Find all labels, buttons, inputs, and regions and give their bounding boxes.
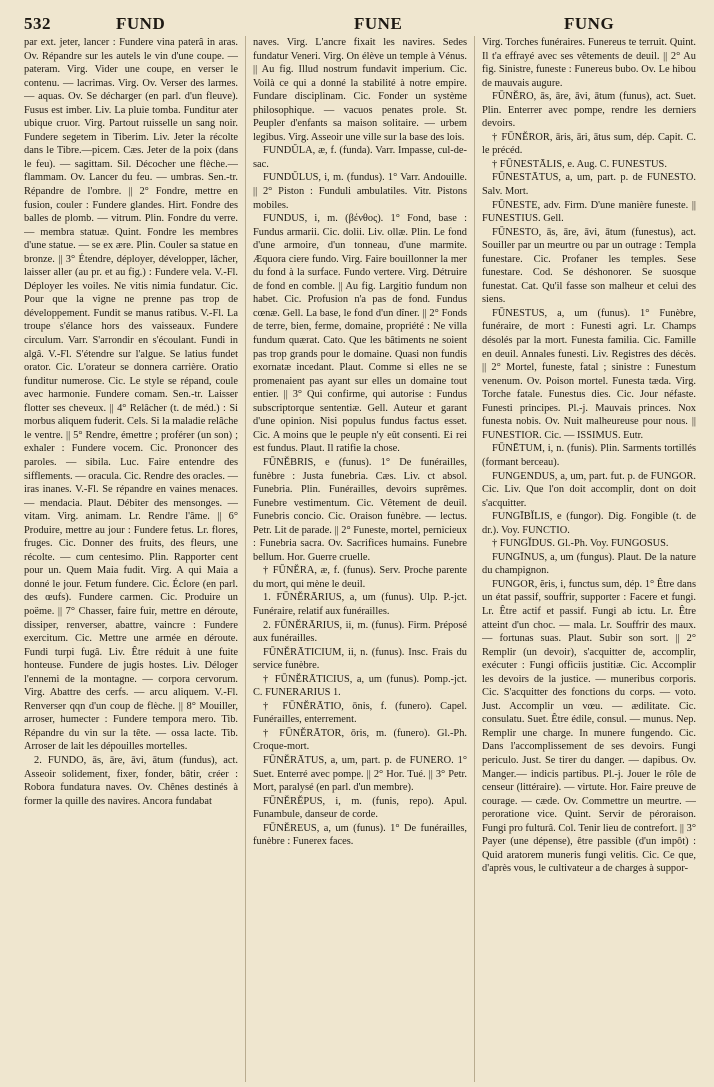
- entry-text: FUNGĪBĬLIS, e (fungor). Dig. Fongible (t. de dr.). Voy. FUNCTIO.: [482, 511, 696, 536]
- running-header: [24, 10, 696, 36]
- entry-text: 2. FUNDO, ās, āre, āvi, ātum (fundus), act. Asseoir solidement, fixer, fonder, bâtir, créer : Robora fundatura naves. Ov. Chênes destinés à former la quille des navires. Ancora fundabat: [24, 754, 238, 807]
- entry-text: † FŪNĔROR, āris, āri, ātus sum, dép. Capit. C. le précéd.: [482, 131, 696, 157]
- guide-word-center: FUNE: [354, 14, 403, 33]
- entry-text: FŪNĒTUM, i, n. (funis). Plin. Sarments tortillés (formant berceau).: [482, 443, 696, 468]
- guide-word-left: FUND: [116, 14, 166, 33]
- entry-text: 2. FŪNĔRĀRIUS, ii, m. (funus). Firm. Préposé aux funérailles.: [253, 619, 467, 645]
- entry-text: † FŪNĔRĀTIO, ōnis, f. (funero). Capel. Funérailles, enterrement.: [253, 700, 467, 726]
- column-middle: [253, 36, 467, 1082]
- entry-text: FUNGENDUS, a, um, part. fut. p. de FUNGOR. Cic. Liv. Que l'on doit accomplir, dont on doit s'acquitter.: [482, 470, 696, 509]
- entry-text: FUNGOR, ĕris, i, functus sum, dép. 1° Être dans un état passif, souffrir, supporter : Facere et fungi. Lr. Être actif et passif. Fungi ab ictu. Lr. Être atteint d'un choc. — mala. Lr. Souffrir des maux. — fortunas suas. Plaut. Subir son sort. || 2° Remplir (un devoir), s'acquitter de, accomplir, exécuter : Fungi officiis justitiæ. Cic. Accomplir les devoirs de la justice. — muneribus corporis. Cic. S'acquitter des fonctions du corps. — voto. Just. Accomplir un vœu. — ædilitate. Cic. consulatu. Suet. Être édile, consul. — munus. Nep. Remplir une charge. In munere fungendo. Cic. Dans l'accomplissement de ses devoirs. Fungi periculo. Just. Se tirer du danger. — dapibus. Ov. Manger.— indicis partibus. Pl.-j. Jouer le rôle de censeur (littéraire). — virtute. Hor. Faire preuve de courage. — cæde. Ov. Commettre un meurtre. — peroratione vice. Quint. Servir de péroraison. Fungi pro fulturâ. Col. Tenir lieu de contrefort. || 3° Payer (une dépense), être passible (d'un impôt) : Quid aratorem muneris fungi velitis. Cic. Ce que, d'après vous, le cultivateur a de charges à suppor-: [482, 578, 696, 875]
- entry-text: FŪNĔRĔPUS, i, m. (funis, repo). Apul. Funambule, danseur de corde.: [253, 795, 467, 821]
- entry-text: FŪNĔRĀTICIUM, ii, n. (funus). Insc. Frais du service funèbre.: [253, 646, 467, 672]
- entry-text: FUNDŬLA, æ, f. (funda). Varr. Impasse, cul-de-sac.: [253, 145, 467, 170]
- entry-text: Virg. Torches funéraires. Funereus te terruit. Quint. Il t'a effrayé avec ses vêtements de deuil. || 2° Au fig. Sinistre, funeste : Funereus bubo. Ov. Le hibou de mauvais augure.: [482, 37, 696, 89]
- entry-text: FŪNESTUS, a, um (funus). 1° Funèbre, funéraire, de mort : Funesti agri. Lr. Champs désolés par la mort. Funesta familia. Cic. Famille en deuil. Annales funesti. Liv. Registres des décès. || 2° Mortel, funeste, fatal ; sinistre : Funestum venenum. Ov. Poison mortel. Funesta tæda. Virg. Torche fatale. Funestus dies. Cic. Jour néfaste. Funesti principes. Pl.-j. Mauvais princes. Nox funesta nobis. Ov. Nuit malheureuse pour nous. || FUNESTIOR. Cic. — ISSIMUS. Eutr.: [482, 307, 696, 441]
- entry-text: FŪNESTE, adv. Firm. D'une manière funeste. || FUNESTIUS. Gell.: [482, 199, 696, 225]
- entry-text: FŪNĔBRIS, e (funus). 1° De funérailles, funèbre : Justa funebria. Cæs. Liv. ct absol. Funebria. Plin. Funérailles, devoirs suprêmes. Funebre vestimentum. Cic. Vêtement de deuil. Funebris concio. Cic. Oraison funèbre. — lectus. Petr. Lit de parade. || 2° Funeste, mortel, pernicieux : Funebria sacra. Ov. Sacrifices humains. Funebre bellum. Hor. Guerre cruelle.: [253, 456, 467, 563]
- entry-text: † FUNGĬDUS. Gl.-Ph. Voy. FUNGOSUS.: [492, 538, 669, 550]
- page-number: 532: [24, 14, 51, 33]
- entry-text: 1. FŪNĔRĀRIUS, a, um (funus). Ulp. P.-jct. Funéraire, relatif aux funérailles.: [253, 592, 467, 617]
- entry-text: † FŪNĔRA, æ, f. (funus). Serv. Proche parente du mort, qui mène le deuil.: [253, 565, 467, 590]
- column-right: [482, 36, 696, 1082]
- entry-text: FUNGĪNUS, a, um (fungus). Plaut. De la nature du champignon.: [482, 551, 696, 577]
- entry-text: † FŪNESTĀLIS, e. Aug. C. FUNESTUS.: [492, 158, 667, 170]
- entry-text: FŪNĔRO, ās, āre, āvi, ātum (funus), act. Suet. Plin. Enterrer avec pompe, rendre les derniers devoirs.: [482, 91, 696, 130]
- entry-text: FŪNĔREUS, a, um (funus). 1° De funérailles, funèbre : Funerex faces.: [253, 822, 467, 848]
- guide-word-right: FUNG: [564, 14, 615, 33]
- column-rule: [474, 36, 475, 1082]
- entry-text: FŪNĔRĀTUS, a, um, part. p. de FUNERO. 1° Suet. Enterré avec pompe. || 2° Hor. Tué. || 3° Petr. Mort, paralysé (en parl. d'un membre).: [253, 754, 467, 794]
- entry-text: † FŪNĔRĀTOR, ōris, m. (funero). Gl.-Ph. Croque-mort.: [253, 727, 467, 753]
- text-columns: [24, 36, 696, 1082]
- entry-text: naves. Virg. L'ancre fixait les navires. Sedes fundatur Veneri. Virg. On élève un temple à Vénus. || Au fig. Illud nostrum fundavit imperium. Cic. Voilà ce qui a donné la stabilité à notre empire. Fundare disciplinam. Cic. Fonder un système philosophique. — vacuos penates prole. St. Peupler d'enfants sa maison solitaire. — urbem legibus. Virg. Asseoir une ville sur la base des lois.: [253, 37, 467, 143]
- column-rule: [245, 36, 246, 1082]
- entry-text: FUNDŬLUS, i, m. (fundus). 1° Varr. Andouille. || 2° Piston : Funduli ambulatiles. Vitr. Pistons mobiles.: [253, 172, 467, 211]
- entry-text: FUNDUS, i, m. (βένθος). 1° Fond, base : Fundus armarii. Cic. dolii. Liv. ollæ. Plin. Le fond d'une armoire, d'un tonneau, d'une marmite. Æquora ciere fundo. Virg. Faire bouillonner la mer du fond à la surface. Fundo vertere. Virg. Détruire de fond en comble. || Au fig. Largitio fundum non habet. Cic. Profusion n'a pas de fond. Fundus cœnæ. Gell. La base, le fond d'un dîner. || 2° Fonds de terre, bien, ferme, domaine, propriété : Ne villa fundum quærat. Cato. Que les bâtiments ne soient pas trop grands pour le domaine. Quasi non fundis exornatæ incedant. Plaut. Comme si elles ne se promenaient pas ayant sur elles un domaine tout entier. || 3° Qui confirme, qui autorise : Fundus subscriptorque sententiæ. Gell. Auteur et garant d'une opinion. Nisi populus fundus factus esset. Cic. A moins que le peuple n'y eût consenti. Ei rei est fundus. Plaut. Il ratifie la chose.: [253, 213, 467, 455]
- entry-text: FŪNESTĀTUS, a, um, part. p. de FUNESTO. Salv. Mort.: [482, 172, 696, 198]
- column-left: [24, 36, 238, 1082]
- entry-text: † FŪNĔRĀTICIUS, a, um (funus). Pomp.-jct. C. FUNERARIUS 1.: [253, 673, 467, 699]
- entry-text: FŪNESTO, ās, āre, āvi, ātum (funestus), act. Souiller par un meurtre ou par un outrage : Templa funestare. Cic. Profaner les temples. Sese funestare. Cod. Se déshonorer. Se suosque funestat. Cat. Qu'il fasse son malheur et celui des siens.: [482, 226, 696, 306]
- entry-text: par ext. jeter, lancer : Fundere vina paterâ in aras. Ov. Répandre sur les autels le vin d'une coupe. — pateram. Virg. Vider une coupe, en verser le contenu. — lacrimas. Virg. Ov. Verser des larmes. — aquas. Ov. Se décharger (en parl. d'un fleuve). Fusus est imber. Liv. La pluie tomba. Funditur ater ubique cruor. Virg. Partout ruisselle un sang noir. Fundere segetem in Tiberim. Liv. Jeter la récolte dans le Tibre.—picem. Cæs. Jeter de la poix (dans le feu). — sagittam. Sil. Décocher une flèche.— flammam. Ov. Lancer du feu. — umbras. Sen.-tr. Répandre de l'ombre. || 2° Fondre, mettre en fusion, couler : Fundere glandes. Hirt. Fondre des balles de plomb. — vitrum. Plin. Fondre du verre. — membra statuæ. Quint. Fondre les membres d'une statue. — se ex ære. Plin. Couler sa statue en bronze. || 3° Étendre, déployer, développer, lâcher, laisser aller (au pr. et au fig.) : Fundere vela. V.-Fl. Déployer les voiles. Ne vitis nimia fundatur. Cic. Pour que la vigne ne prenne pas trop de développement. Fundit se manus ratibus. V.-Fl. La troupe s'élance hors des vaisseaux. Fundere circulum. Varr. S'arrondir en s'écoulant. Fundi in algâ. V.-Fl. S'étendre sur l'algue. Se latius fundet orator. Cic. L'orateur se donnera carrière. Oratio funditur numerose. Cic. Le style se répand, coule avec harmonie. Fundere comam. Sen.-tr. Laisser flotter ses cheveux. || 4° Relâcher (t. de méd.) : Si morbus aliquem fuderit. Cels. Si la maladie relâche le ventre. || 5° Rendre, émettre ; proférer (un son) ; exhaler : Fundere vocem. Cic. Prononcer des paroles. — sibila. Luc. Faire entendre des sifflements. — oracula. Cic. Rendre des oracles. — iras inanes. V.-Fl. Se répandre en vaines menaces. — mendacia. Plaut. Débiter des mensonges. — vitam. Virg. animam. Lr. Rendre l'âme. || 6° Produire, mettre au jour : Fundere fetus. Lr. flores, fruges. Cic. Donner des fruits, des fleurs, une récolte. — cum centesimo. Plin. Rapporter cent pour un. Quem Maia fudit. Virg. A qui Maia a donné le jour. Fetum fundere. Cic. Éclore (en parl. des œufs). Fundere carmen. Cic. Produire un poëme. || 7° Chasser, faire fuir, mettre en déroute, dissiper, renverser, abattre, vaincre : Fundere exercitum. Cic. Mettre une armée en déroute. Fundi turpi fugâ. Liv. Être réduit à une fuite honteuse. Fundere de jugis hostes. Liv. Déloger l'ennemi de la montagne. — corpora cervorum. Virg. Abattre des cerfs. — arcu aliquem. V.-Fl. Renverser qqn d'un coup de flèche. || 8° Mouiller, arroser, humecter : Fundere tempora mero. Tib. Répandre du vin sur la tête. — ossa lacte. Tib. Arroser de lait les dépouilles mortelles.: [24, 37, 238, 753]
